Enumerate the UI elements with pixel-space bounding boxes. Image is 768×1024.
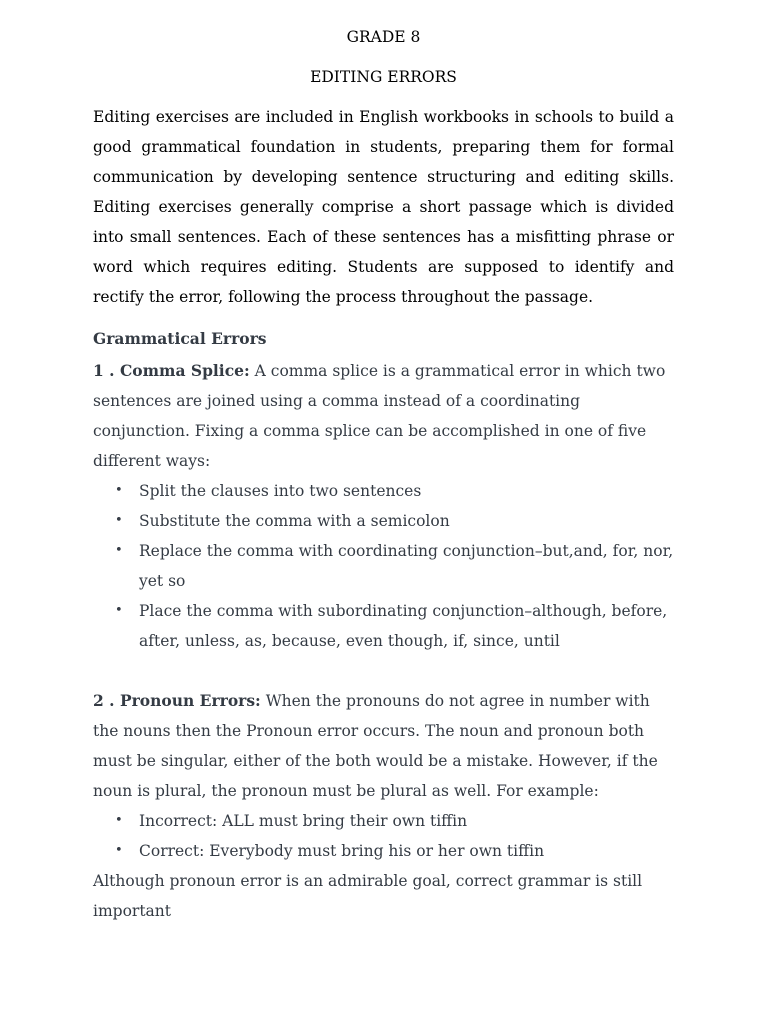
bullet-icon: • xyxy=(115,813,123,828)
section-heading: Grammatical Errors xyxy=(93,329,267,348)
list-item-text: Place the comma with subordinating conjunction–although, before, after, unless, as, because, even though, if, since, until xyxy=(139,602,668,650)
comma-splice-text: A comma splice is a grammatical error in which two sentences are joined using a comma instead of a coordinating conjunction. Fixing a comma splice can be accomplished in one of five different ways: xyxy=(93,362,666,470)
bullet-icon: • xyxy=(115,543,123,558)
document-page xyxy=(93,24,674,926)
pronoun-errors-list xyxy=(93,806,674,866)
list-item xyxy=(93,596,674,656)
list-item-text: Correct: Everybody must bring his or her own tiffin xyxy=(139,842,545,860)
list-item xyxy=(93,506,674,536)
list-item xyxy=(93,476,674,506)
list-item xyxy=(93,806,674,836)
list-item-text: Replace the comma with coordinating conjunction–but,and, for, nor, yet so xyxy=(139,542,674,590)
comma-splice-label: 1 . Comma Splice: xyxy=(93,361,250,380)
bullet-icon: • xyxy=(115,603,123,618)
comma-splice-paragraph xyxy=(93,356,674,476)
comma-splice-list xyxy=(93,476,674,656)
list-item-text: Incorrect: ALL must bring their own tiffin xyxy=(139,812,468,830)
list-item-text: Split the clauses into two sentences xyxy=(139,482,422,500)
pronoun-errors-text: When the pronouns do not agree in number with the nouns then the Pronoun error occurs. The noun and pronoun both must be singular, either of the both would be a mistake. However, if the noun is plural, the pronoun must be plural as well. For example: xyxy=(93,692,658,800)
intro-paragraph: Editing exercises are included in English workbooks in schools to build a good grammatical foundation in students, preparing them for formal communication by developing sentence structuring and editing skills. Editing exercises generally comprise a short passage which is divided into small sentences. Each of these sentences has a misfitting phrase or word which requires editing. Students are supposed to identify and rectify the error, following the process throughout the passage. xyxy=(93,108,674,306)
pronoun-errors-paragraph xyxy=(93,686,674,806)
bullet-icon: • xyxy=(115,483,123,498)
bullet-icon: • xyxy=(115,843,123,858)
document-title: EDITING ERRORS xyxy=(310,68,457,86)
grade-heading: GRADE 8 xyxy=(346,28,421,46)
closing-paragraph: Although pronoun error is an admirable goal, correct grammar is still important xyxy=(93,872,643,920)
list-item-text: Substitute the comma with a semicolon xyxy=(139,512,450,530)
list-item xyxy=(93,836,674,866)
bullet-icon: • xyxy=(115,513,123,528)
paragraph-spacer xyxy=(93,656,674,686)
list-item xyxy=(93,536,674,596)
pronoun-errors-label: 2 . Pronoun Errors: xyxy=(93,691,261,710)
grammatical-errors-section xyxy=(93,326,674,926)
